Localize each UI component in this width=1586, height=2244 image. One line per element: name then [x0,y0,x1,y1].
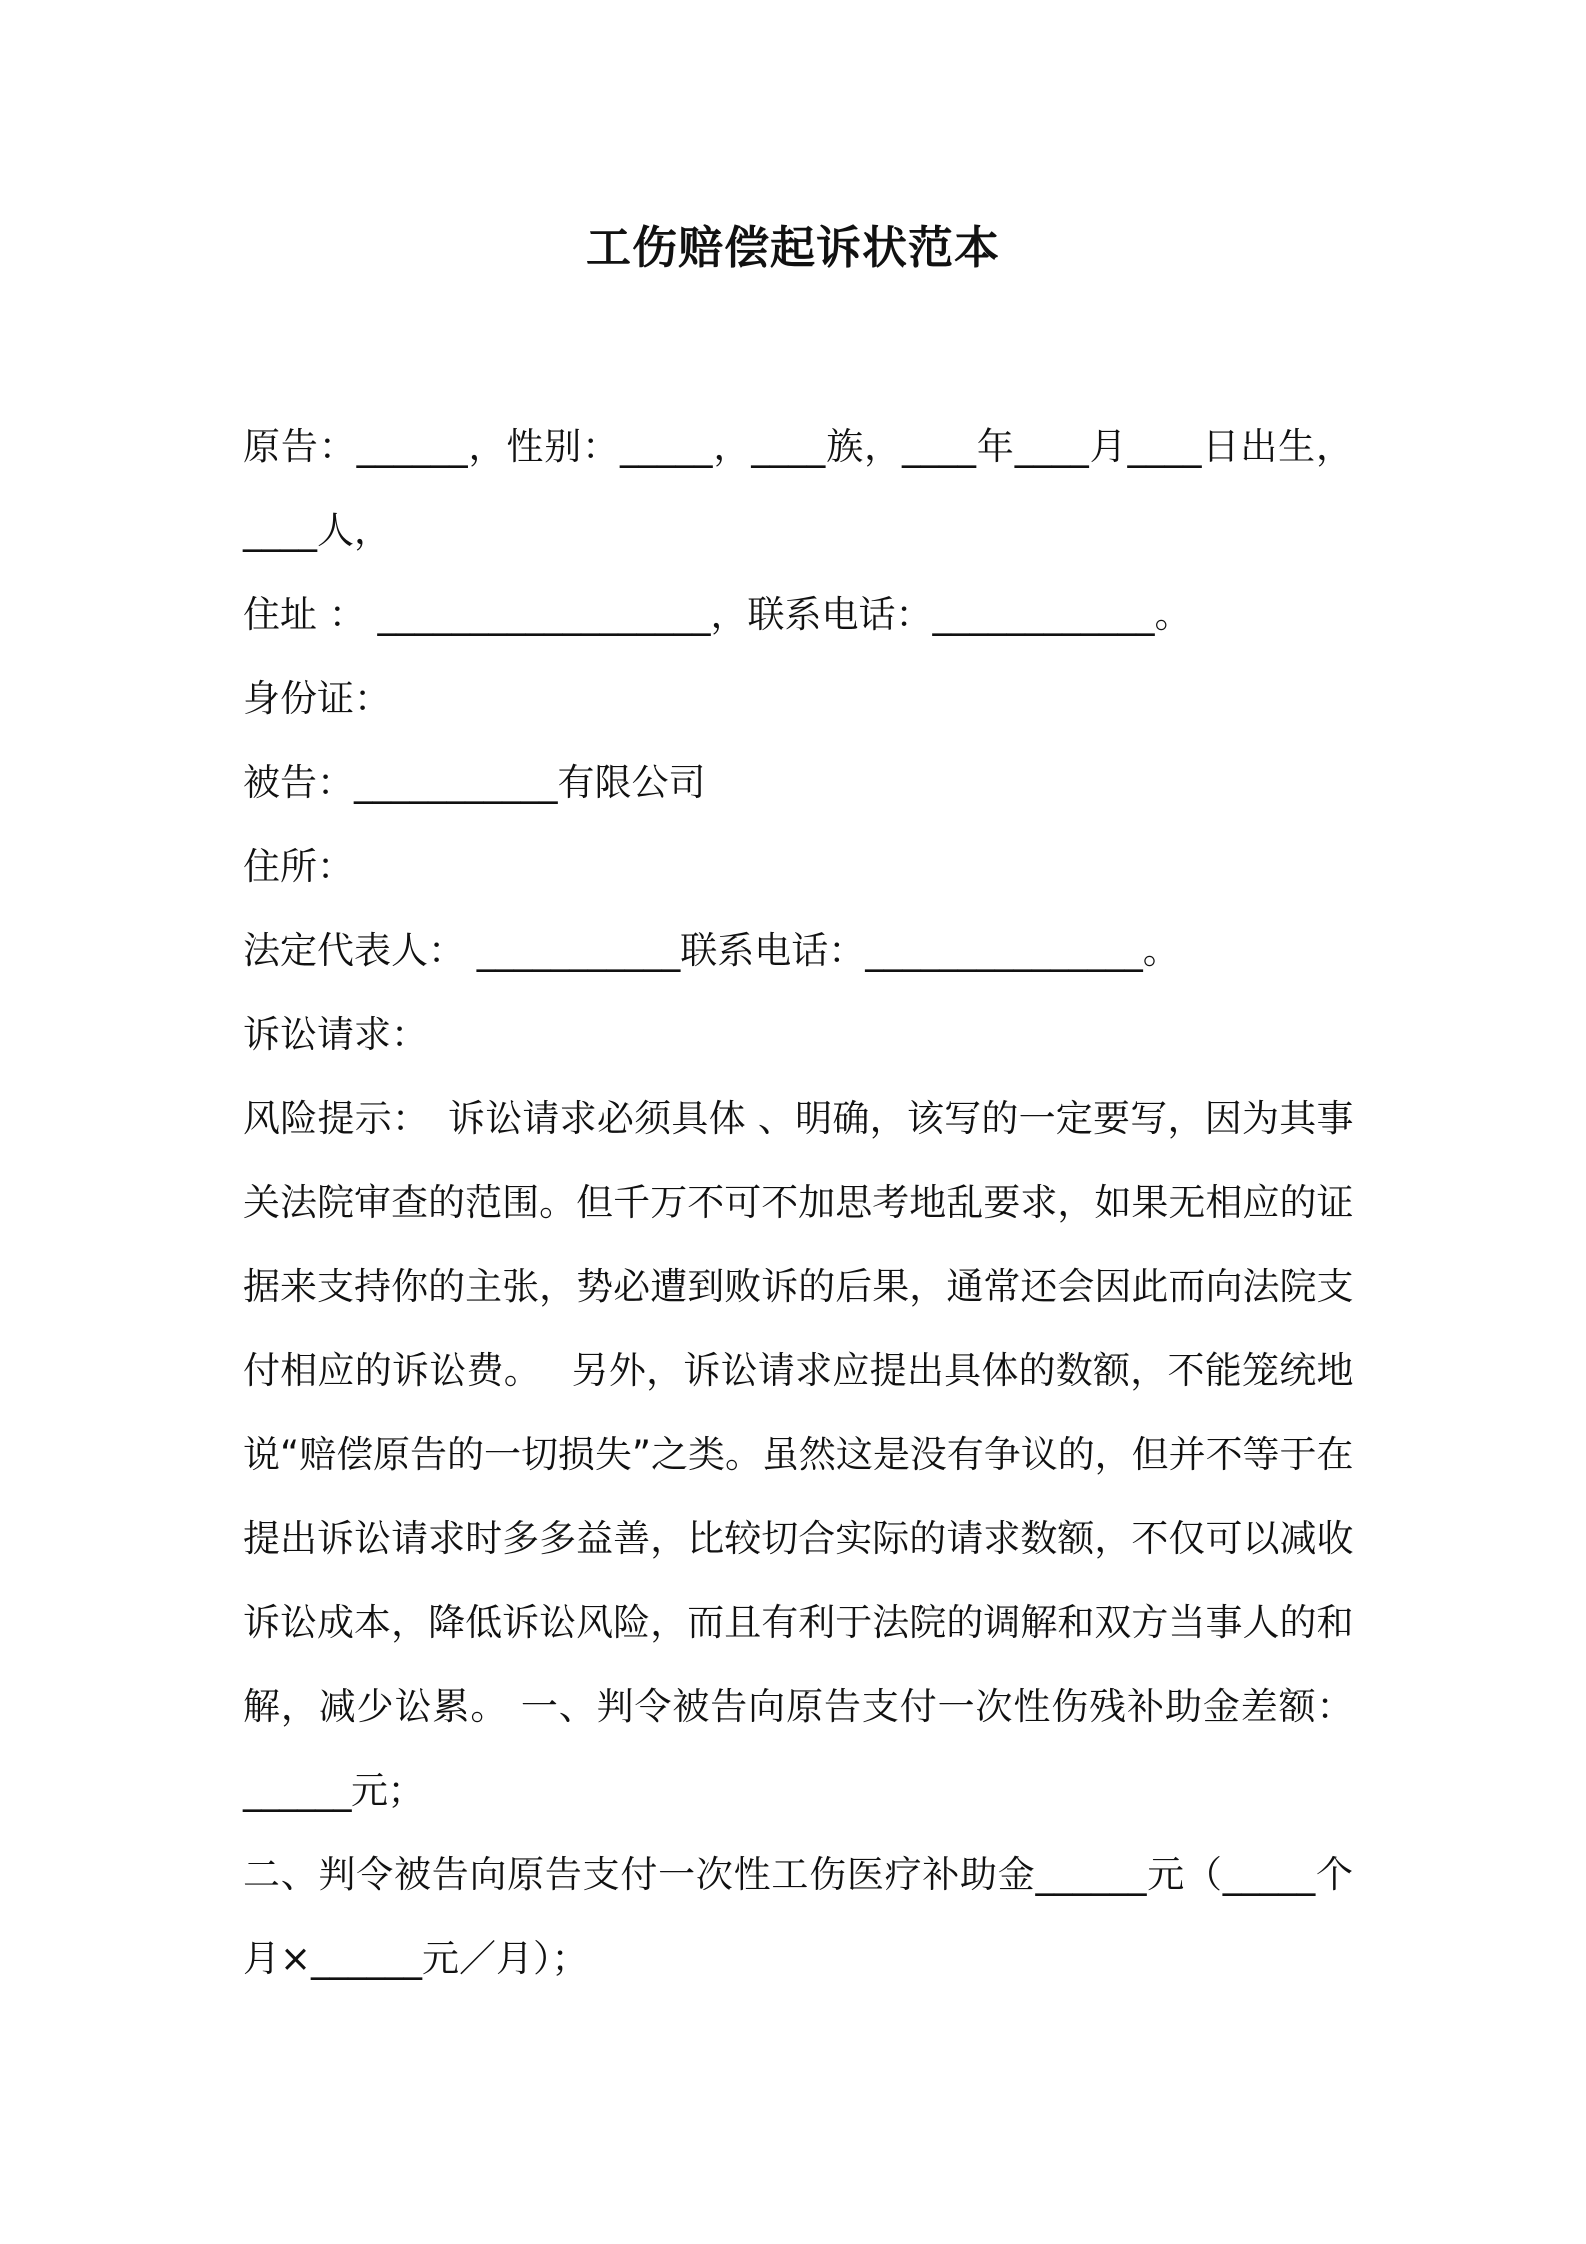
id-card-paragraph: 身份证： [243,677,391,720]
document-title: 工伤赔偿起诉状范本 [585,221,1000,274]
address-paragraph: 住址 ： __________________，联系电话：____________。 [243,593,1192,636]
plaintiff-paragraph: 原告：______，性别：_____，____族，____年____月____日出生，____人， [243,425,1353,552]
document-body [243,405,1353,2001]
claim-two-paragraph: 二、判令被告向原告支付一次性工伤医疗补助金______元（_____个月×______元／月）； [243,1853,1353,1980]
defendant-domicile-paragraph: 住所： [243,845,354,888]
risk-notice-paragraph: 风险提示： 诉讼请求必须具体 、明确，该写的一定要写，因为其事关法院审查的范围。但千万不可不加思考地乱要求，如果无相应的证据来支持你的主张，势必遭到败诉的后果，通常还会因此而向法院支付相应的诉讼费。 另外，诉讼请求应提出具体的数额，不能笼统地说“赔偿原告的一切损失”之类。虽然这是没有争议的，但并不等于在提出诉讼请求时多多益善，比较切合实际的请求数额，不仅可以减收诉讼成本，降低诉讼风险，而且有利于法院的调解和双方当事人的和解，减少讼累。 一、判令被告向原告支付一次性伤残补助金差额：______元； [243,1097,1353,1812]
claims-heading: 诉讼请求： [243,1013,428,1056]
defendant-paragraph: 被告：___________有限公司 [243,761,706,804]
legal-representative-paragraph: 法定代表人： ___________联系电话：_______________。 [243,929,1180,972]
